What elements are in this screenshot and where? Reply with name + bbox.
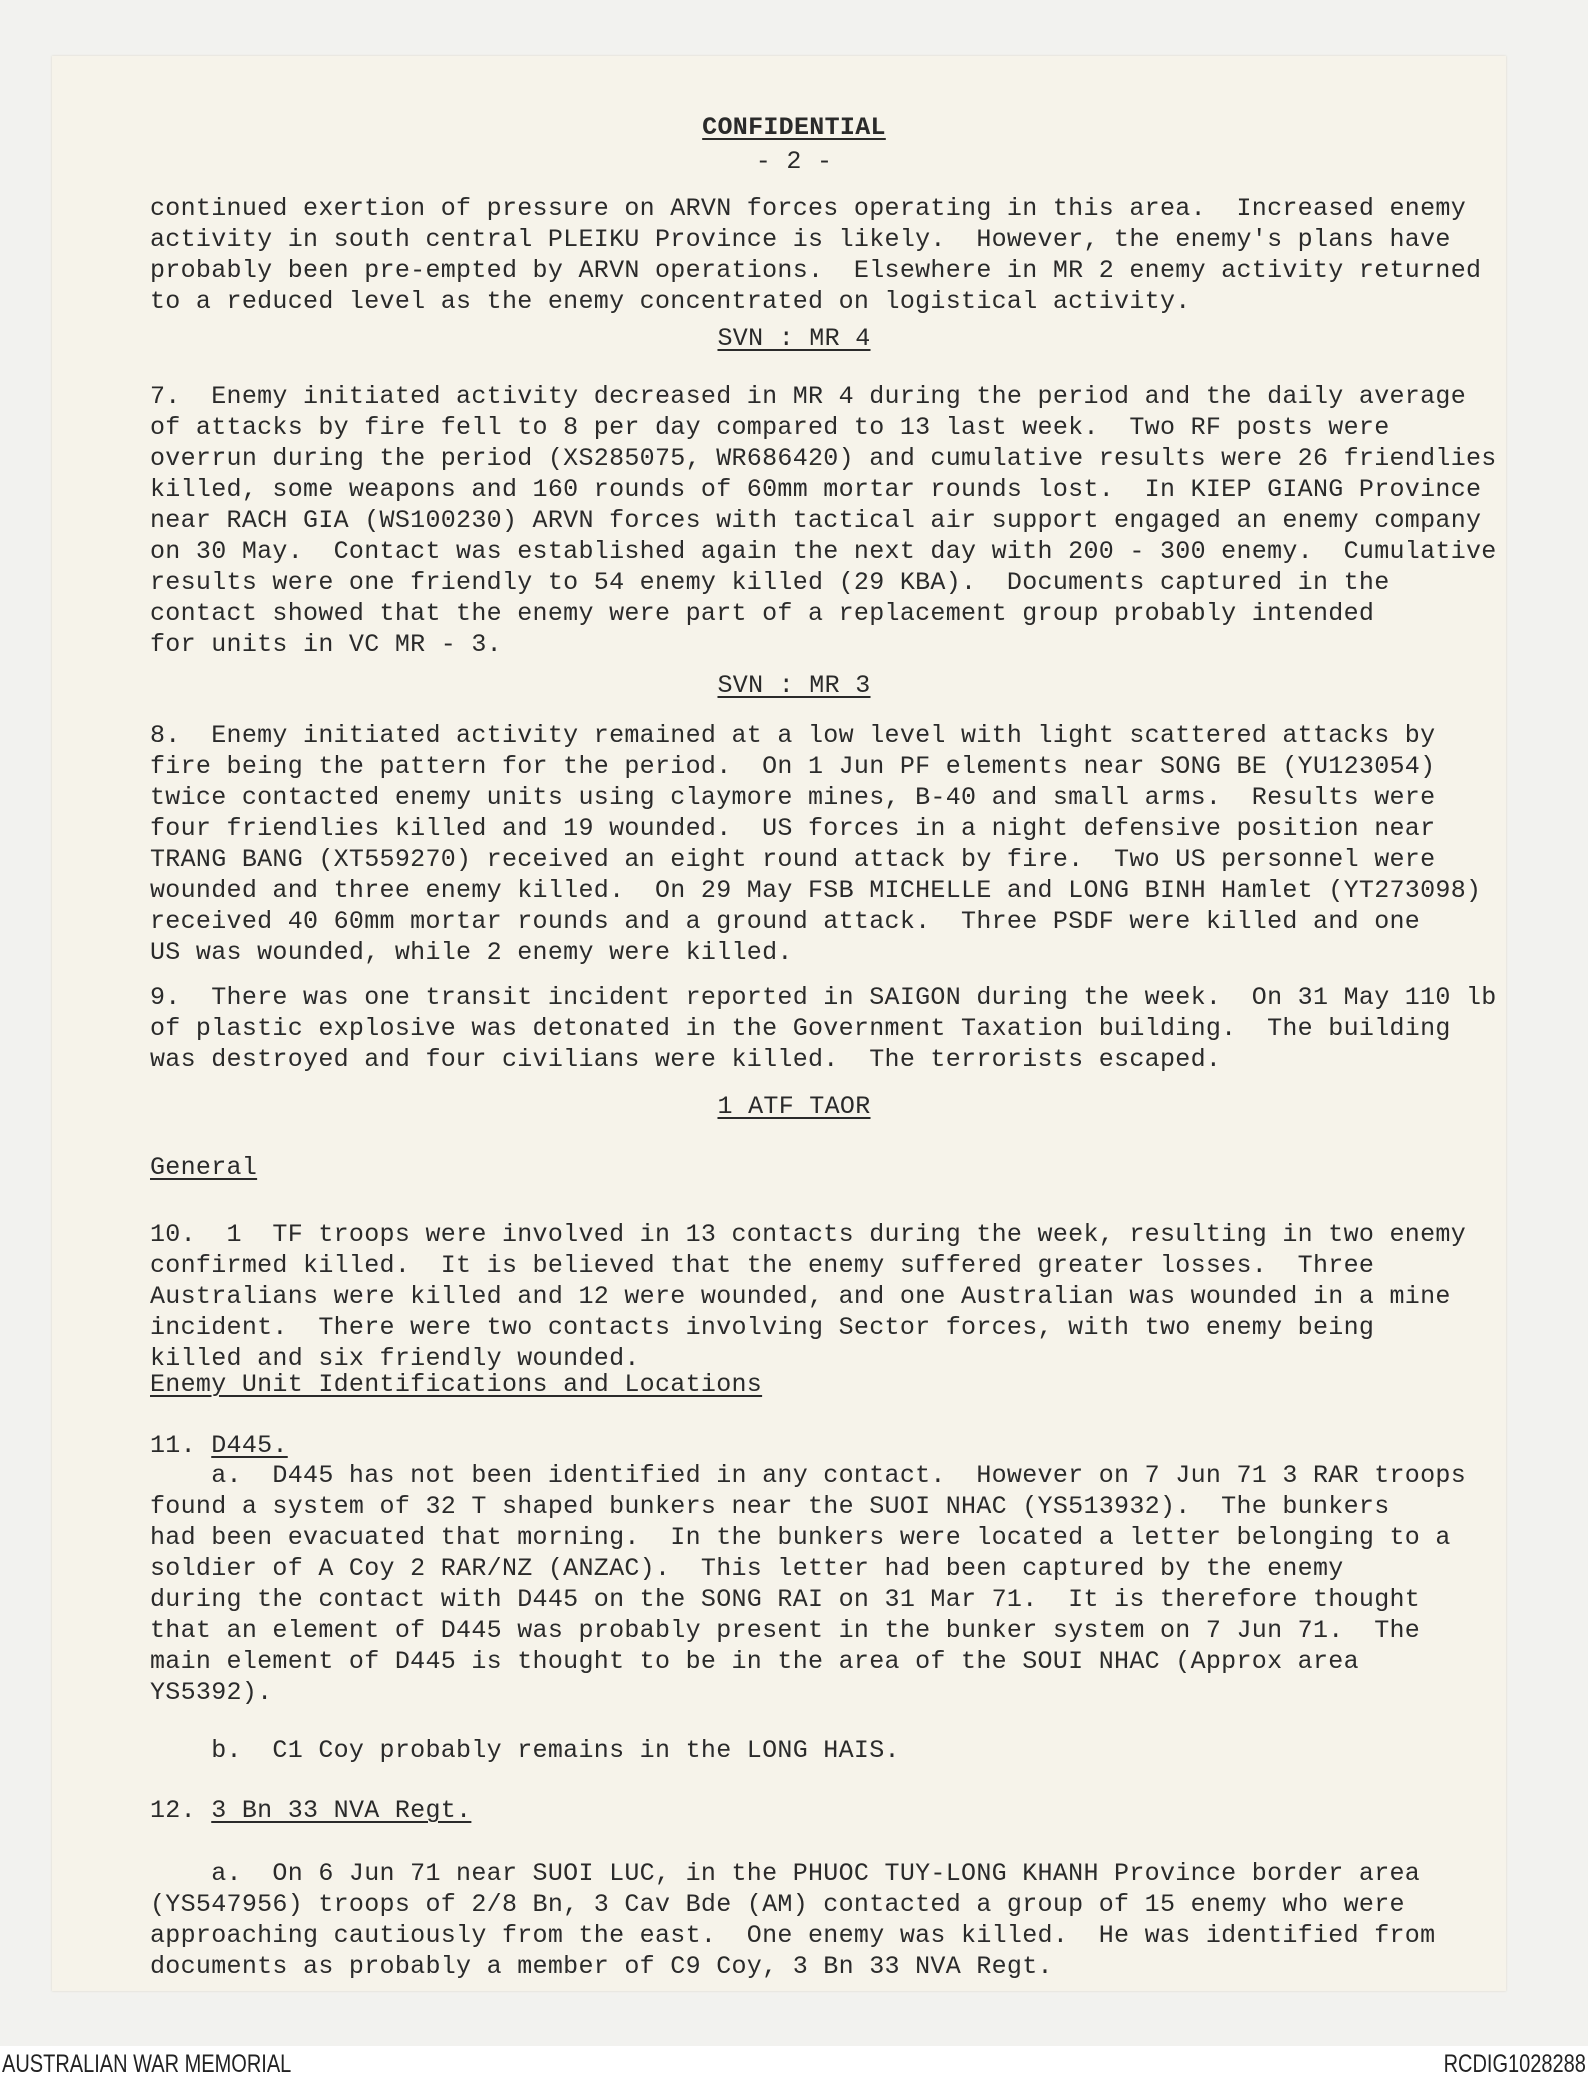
footer-record-id: RCDIG1028288 <box>1443 2050 1586 2078</box>
page-number: - 2 - <box>755 147 833 176</box>
heading-svn-mr4: SVN : MR 4 <box>717 324 871 353</box>
paragraph-12-number: 12. <box>150 1796 196 1825</box>
heading-1-atf-taor: 1 ATF TAOR <box>717 1092 871 1121</box>
heading-svn-mr3: SVN : MR 3 <box>717 671 871 700</box>
paragraph-continued: continued exertion of pressure on ARVN forces operating in this area. Increased enemy activity in south central PLEIKU Province is likely. However, the enemy's plans have probably been pre-empted by ARVN operations. Elsewhere in MR 2 enemy activity returned to a reduced level as the enemy concentrated on logistical activity. <box>150 194 1482 316</box>
paragraph-12-heading <box>150 1795 471 1826</box>
classification-header: CONFIDENTIAL <box>702 113 886 142</box>
paragraph-11-number: 11. <box>150 1431 196 1460</box>
heading-enemy-unit-identifications: Enemy Unit Identifications and Locations <box>150 1370 763 1399</box>
paragraph-11b: b. C1 Coy probably remains in the LONG HAIS. <box>150 1736 900 1765</box>
paragraph-7: 7. Enemy initiated activity decreased in MR 4 during the period and the daily average of attacks by fire fell to 8 per day compared to 13 last week. Two RF posts were overrun during the period (XS285075, WR686420) and cumulative results were 26 friendlies killed, some weapons and 160 rounds of 60mm mortar rounds lost. In KIEP GIANG Province near RACH GIA (WS100230) ARVN forces with tactical air support engaged an enemy company on 30 May. Contact was established again the next day with 200 - 300 enemy. Cumulative results were one friendly to 54 enemy killed (29 KBA). Documents captured in the contact showed that the enemy were part of a replacement group probably intended for units in VC MR - 3. <box>150 382 1497 659</box>
heading-general: General <box>150 1153 258 1182</box>
paragraph-8: 8. Enemy initiated activity remained at a low level with light scattered attacks by fire being the pattern for the period. On 1 Jun PF elements near SONG BE (YU123054) twice contacted enemy units using claymore mines, B-40 and small arms. Results were four friendlies killed and 19 wounded. US forces in a night defensive position near TRANG BANG (XT559270) received an eight round attack by fire. Two US personnel were wounded and three enemy killed. On 29 May FSB MICHELLE and LONG BINH Hamlet (YT273098) received 40 60mm mortar rounds and a ground attack. Three PSDF were killed and one US was wounded, while 2 enemy were killed. <box>150 721 1482 967</box>
paragraph-9: 9. There was one transit incident reported in SAIGON during the week. On 31 May 110 lb of plastic explosive was detonated in the Government Taxation building. The building was destroyed and four civilians were killed. The terrorists escaped. <box>150 983 1497 1074</box>
paragraph-12a: a. On 6 Jun 71 near SUOI LUC, in the PHUOC TUY-LONG KHANH Province border area (YS547956) troops of 2/8 Bn, 3 Cav Bde (AM) contacted a group of 15 enemy who were approaching cautiously from the east. One enemy was killed. He was identified from documents as probably a member of C9 Coy, 3 Bn 33 NVA Regt. <box>150 1859 1436 1981</box>
paragraph-11-unit: D445. <box>211 1431 288 1460</box>
paragraph-12-unit: 3 Bn 33 NVA Regt. <box>211 1796 472 1825</box>
paragraph-11a: a. D445 has not been identified in any contact. However on 7 Jun 71 3 RAR troops found a system of 32 T shaped bunkers near the SUOI NHAC (YS513932). The bunkers had been evacuated that morning. In the bunkers were located a letter belonging to a soldier of A Coy 2 RAR/NZ (ANZAC). This letter had been captured by the enemy during the contact with D445 on the SONG RAI on 31 Mar 71. It is therefore thought that an element of D445 was probably present in the bunker system on 7 Jun 71. The main element of D445 is thought to be in the area of the SOUI NHAC (Approx area YS5392). <box>150 1461 1467 1707</box>
footer-institution: AUSTRALIAN WAR MEMORIAL <box>2 2050 292 2078</box>
paragraph-11-heading <box>150 1430 288 1461</box>
paragraph-10: 10. 1 TF troops were involved in 13 contacts during the week, resulting in two enemy confirmed killed. It is believed that the enemy suffered greater losses. Three Australians were killed and 12 were wounded, and one Australian was wounded in a mine incident. There were two contacts involving Sector forces, with two enemy being killed and six friendly wounded. <box>150 1220 1467 1373</box>
